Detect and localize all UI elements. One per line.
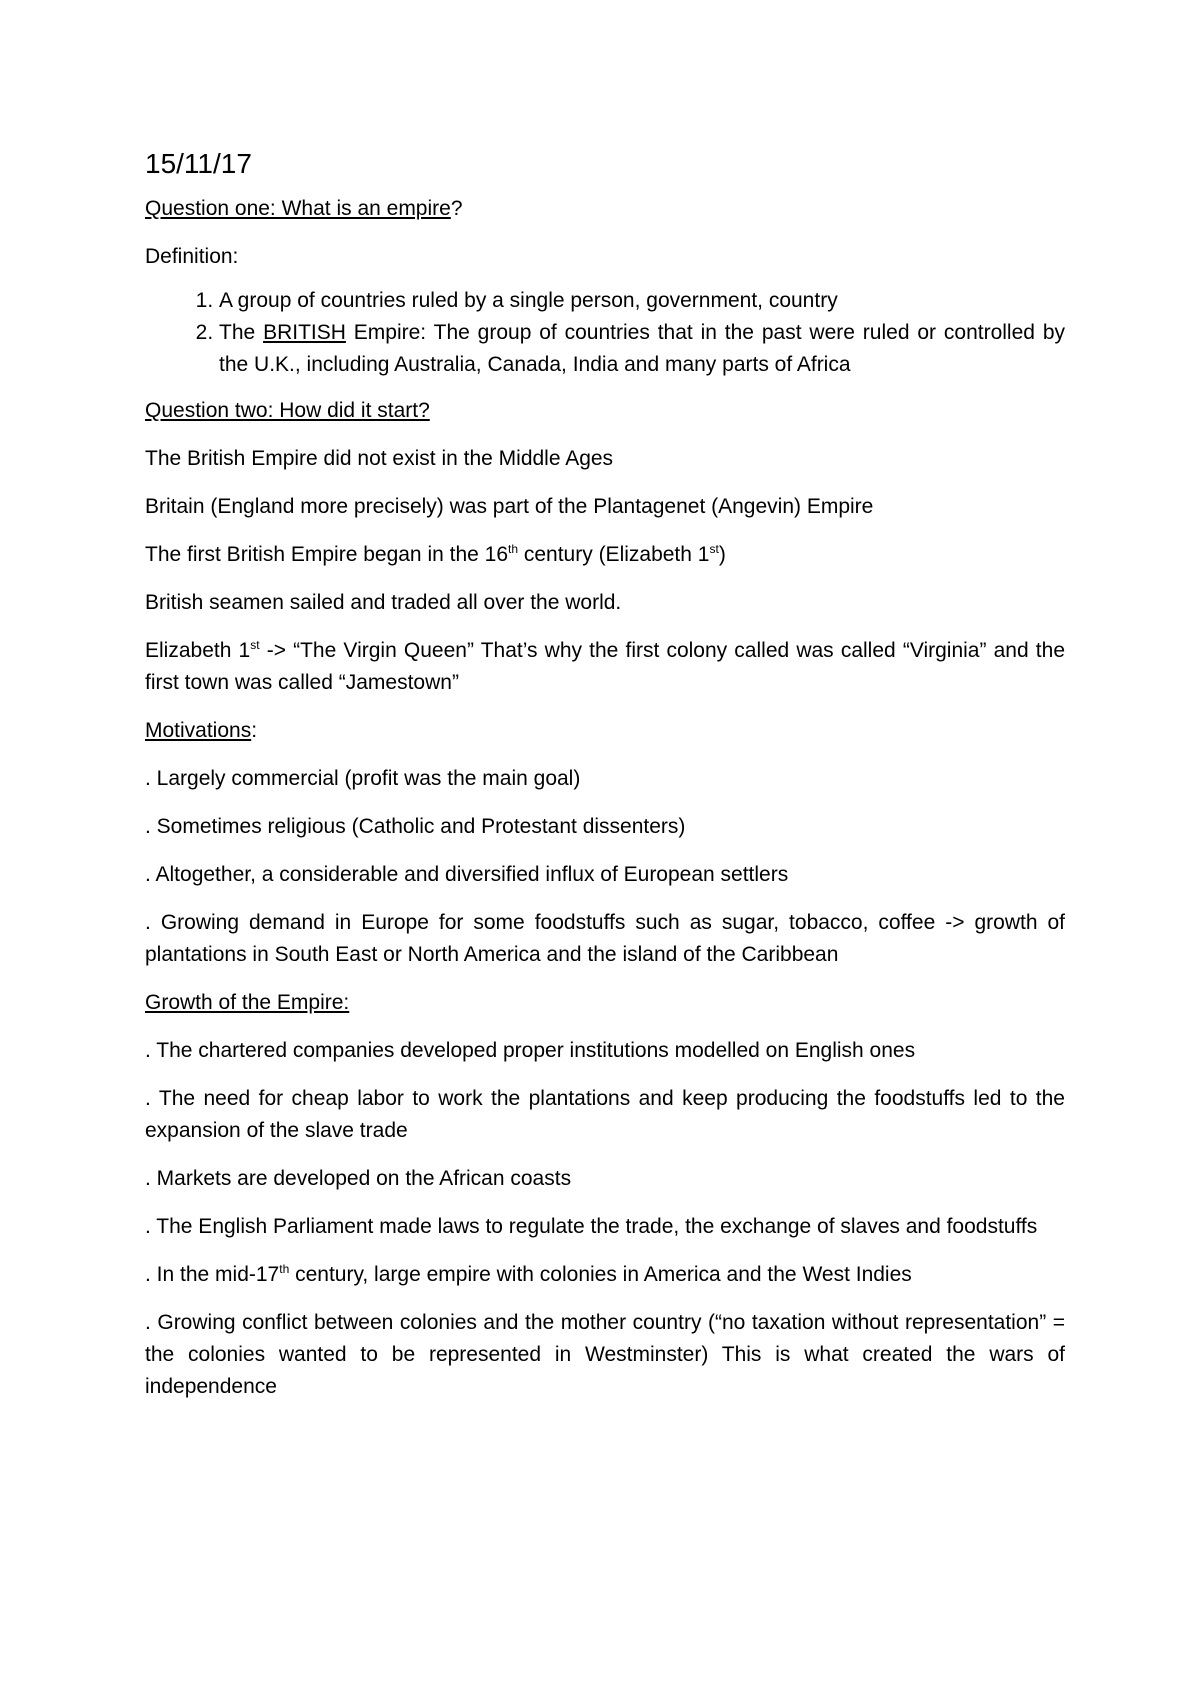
start-paragraph-3 <box>145 539 1065 571</box>
start-p3-sup1: th <box>508 542 519 556</box>
start-p3-a: The first British Empire began in the 16 <box>145 543 509 566</box>
growth-item-6: . Growing conflict between colonies and the mother country (“no taxation without representation” = the colonies wanted to be represented in Westminster) This is what created the wars of independence <box>145 1311 1065 1398</box>
start-paragraph-1: The British Empire did not exist in the Middle Ages <box>145 447 614 470</box>
definition-item-2 <box>219 317 1065 381</box>
start-paragraph-4: British seamen sailed and traded all over the world. <box>145 591 622 614</box>
question-two-heading <box>145 395 1065 427</box>
definition-label: Definition: <box>145 245 239 268</box>
start-p5-b: -> “The Virgin Queen” That’s why the first colony called was called “Virginia” and the first town was called “Jamestown” <box>145 639 1065 694</box>
start-paragraph-5 <box>145 635 1065 699</box>
question-one-mark: ? <box>450 197 463 220</box>
motivation-item-2: . Sometimes religious (Catholic and Protestant dissenters) <box>145 815 686 838</box>
motivations-text: Motivations <box>145 719 252 742</box>
growth-item-5 <box>145 1259 1065 1291</box>
motivation-item-1: . Largely commercial (profit was the main goal) <box>145 767 581 790</box>
definition-item-2-pre: The <box>219 321 264 344</box>
definition-item-1: 1. A group of countries ruled by a single person, government, country <box>219 285 1065 317</box>
start-p5-sup: st <box>250 638 260 652</box>
motivation-item-3: . Altogether, a considerable and diversified influx of European settlers <box>145 863 789 886</box>
question-one-text: Question one: What is an empire <box>145 197 451 220</box>
definition-item-2-post: Empire: The group of countries that in the past were ruled or controlled by the U.K., including Australia, Canada, India and many parts of Africa <box>219 321 1065 376</box>
growth-g5-a: . In the mid-17 <box>145 1263 280 1286</box>
definition-list <box>145 285 1065 381</box>
growth-g5-sup: th <box>279 1262 290 1276</box>
date-heading: 15/11/17 <box>145 148 252 179</box>
growth-text: Growth of the Empire: <box>145 991 350 1014</box>
start-p3-b: century (Elizabeth 1 <box>518 543 710 566</box>
growth-g5-b: century, large empire with colonies in America and the West Indies <box>289 1263 912 1286</box>
growth-item-2: . The need for cheap labor to work the plantations and keep producing the foodstuffs led to the expansion of the slave trade <box>145 1087 1065 1142</box>
british-emphasis: BRITISH <box>263 321 346 344</box>
growth-item-4: . The English Parliament made laws to regulate the trade, the exchange of slaves and foodstuffs <box>145 1215 1038 1238</box>
motivations-colon: : <box>251 719 258 742</box>
motivations-heading <box>145 715 1065 747</box>
start-paragraph-2: Britain (England more precisely) was part of the Plantagenet (Angevin) Empire <box>145 495 874 518</box>
growth-item-3: . Markets are developed on the African coasts <box>145 1167 572 1190</box>
motivation-item-4: . Growing demand in Europe for some foodstuffs such as sugar, tobacco, coffee -> growth of plantations in South East or North America and the island of the Caribbean <box>145 911 1065 966</box>
start-p5-a: Elizabeth 1 <box>145 639 251 662</box>
question-one-heading <box>145 193 1065 225</box>
document-body <box>145 146 1065 1419</box>
growth-item-1: . The chartered companies developed proper institutions modelled on English ones <box>145 1039 916 1062</box>
start-p3-sup2: st <box>709 542 719 556</box>
start-p3-c: ) <box>718 543 726 566</box>
question-two-text: Question two: How did it start? <box>145 399 430 422</box>
growth-heading <box>145 987 1065 1019</box>
